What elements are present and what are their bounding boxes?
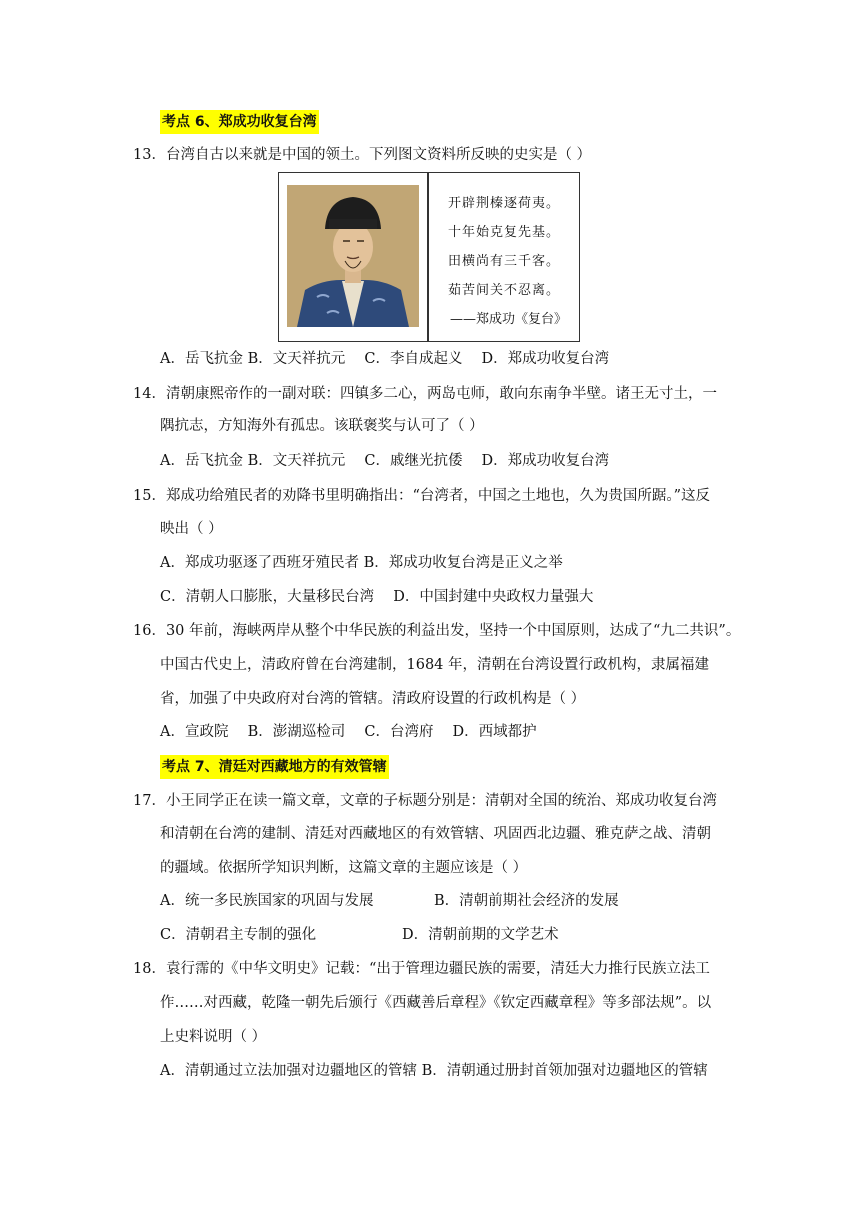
figure-portrait-poem	[278, 172, 580, 342]
option-d: D．清朝前期的文学艺术	[402, 927, 559, 943]
question-stem-cont: 上史料说明（ ）	[160, 1029, 267, 1045]
question-stem-cont: 隅抗志，方知海外有孤忠。该联褒奖与认可了（ ）	[160, 418, 484, 434]
question-stem: 小王同学正在读一篇文章，文章的子标题分别是：清朝对全国的统治、郑成功收复台湾	[165, 793, 717, 809]
poem-line: 茹苦间关不忍离。	[447, 283, 560, 298]
options-16: A．宣政院 B．澎湖巡检司 C．台湾府 D．西域都护	[160, 724, 537, 740]
question-stem-cont: 省，加强了中央政府对台湾的管辖。清政府设置的行政机构是（ ）	[160, 691, 586, 707]
question-stem: 30 年前，海峡两岸从整个中华民族的利益出发，坚持一个中国原则，达成了“九二共识”。	[165, 623, 741, 639]
poem-text	[431, 189, 577, 334]
question-stem: 袁行霈的《中华文明史》记载：“出于管理边疆民族的需要，清廷大力推行民族立法工	[165, 961, 710, 977]
options-13: A．岳飞抗金 B．文天祥抗元 C．李自成起义 D．郑成功收复台湾	[160, 351, 610, 367]
question-stem: 清朝康熙帝作的一副对联：四镇多二心，两岛屯师，敢向东南争半壁。诸王无寸土，一	[165, 386, 717, 402]
option-a: A．统一多民族国家的巩固与发展	[160, 893, 374, 909]
option-line: A．郑成功驱逐了西班牙殖民者 B．郑成功收复台湾是正义之举	[160, 555, 563, 571]
question-16	[133, 620, 740, 642]
question-18	[133, 958, 710, 980]
question-number: 17．	[133, 793, 166, 809]
question-number: 18．	[133, 961, 166, 977]
figure-divider	[427, 173, 429, 341]
portrait-image	[287, 185, 419, 327]
question-15	[133, 485, 710, 507]
question-number: 14．	[133, 386, 166, 402]
question-13	[133, 144, 591, 166]
options-18: A．清朝通过立法加强对边疆地区的管辖 B．清朝通过册封首领加强对边疆地区的管辖	[160, 1063, 708, 1079]
question-stem: 台湾自古以来就是中国的领土。下列图文资料所反映的史实是（ ）	[165, 147, 592, 163]
section-heading: 考点 6、郑成功收复台湾	[160, 110, 319, 134]
option-c: C．清朝君主专制的强化	[160, 927, 317, 943]
question-number: 13．	[133, 147, 166, 163]
question-stem-cont: 中国古代史上，清政府曾在台湾建制，1684 年，清朝在台湾设置行政机构，隶属福建	[160, 657, 710, 673]
question-number: 15．	[133, 488, 166, 504]
question-stem-cont: 和清朝在台湾的建制、清廷对西藏地区的有效管辖、巩固西北边疆、雅克萨之战、清朝	[160, 826, 711, 842]
option-line: C．清朝人口膨胀，大量移民台湾 D．中国封建中央政权力量强大	[160, 589, 594, 605]
poem-line: 田横尚有三千客。	[447, 254, 560, 269]
question-number: 16．	[133, 623, 166, 639]
question-stem-cont: 的疆域。依据所学知识判断，这篇文章的主题应该是（ ）	[160, 860, 528, 876]
option-b: B．清朝前期社会经济的发展	[434, 893, 619, 909]
question-stem-cont: 作……对西藏，乾隆一朝先后颁行《西藏善后章程》《钦定西藏章程》等多部法规”。以	[160, 995, 712, 1011]
poem-line: 十年始克复先基。	[447, 225, 560, 240]
options-14: A．岳飞抗金 B．文天祥抗元 C．戚继光抗倭 D．郑成功收复台湾	[160, 453, 610, 469]
question-14	[133, 383, 717, 405]
question-stem-cont: 映出（ ）	[160, 521, 223, 537]
poem-line: 开辟荆榛逐荷夷。	[447, 196, 560, 211]
question-17	[133, 790, 717, 812]
section-heading: 考点 7、清廷对西藏地方的有效管辖	[160, 755, 389, 779]
question-stem: 郑成功给殖民者的劝降书里明确指出：“台湾者，中国之土地也，久为贵国所踞。”这反	[165, 488, 711, 504]
poem-author: ——郑成功《复台》	[449, 312, 567, 327]
